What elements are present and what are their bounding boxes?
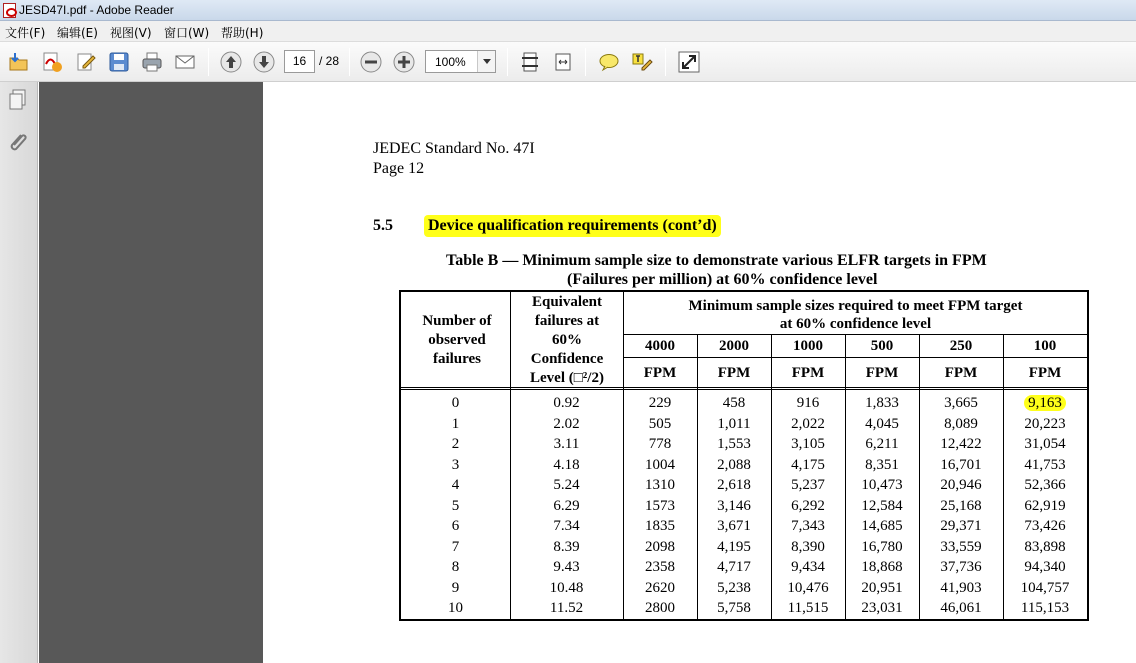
zoom-in-icon[interactable] [392,50,416,74]
sample-size-cell: 12,422 [940,436,982,452]
zoom-value: 100% [435,55,466,69]
sample-size-cell: 1,011 [717,415,751,432]
header-min-sample-sizes: Minimum sample sizes required to meet FPM target at 60% confidence level [688,298,1023,332]
sample-size-cell: 5,758 [717,600,751,616]
title-bar [0,0,1136,21]
sample-size-cell: 16,780 [861,538,903,555]
sample-size-cell: 3,105 [791,436,825,452]
equivalent-failures-cell: 4.18 [553,456,580,473]
table-subtitle: (Failures per million) at 60% confidence level [567,271,878,288]
sample-size-cell: 18,868 [861,559,903,575]
observed-failures-cell: 7 [451,538,460,555]
comment-icon[interactable] [597,50,621,74]
elfr-sample-size-table [399,290,1089,621]
fpm-target-value: 250 [949,338,973,354]
sample-size-cell: 115,153 [1020,600,1070,616]
equivalent-failures-cell: 6.29 [553,497,580,514]
equivalent-failures-cell: 5.24 [553,477,580,493]
observed-failures-cell: 4 [451,477,460,493]
sample-size-cell: 12,584 [861,497,903,514]
open-icon[interactable] [7,50,31,74]
equivalent-failures-cell: 7.34 [553,518,580,534]
equivalent-failures-cell: 9.43 [553,559,580,575]
sample-size-cell: 2098 [645,538,675,555]
sample-size-cell: 5,237 [791,477,825,493]
create-pdf-icon[interactable] [40,50,64,74]
sample-size-cell: 20,223 [1024,415,1066,432]
fpm-target-value: 100 [1033,338,1057,354]
observed-failures-cell: 9 [451,579,460,596]
header-observed-failures: Number of observed failures [422,313,492,367]
pdf-page[interactable] [263,82,1136,663]
pdf-file-icon [3,3,16,18]
highlight-text-icon[interactable] [630,50,654,74]
sample-size-cell: 2,088 [717,456,751,473]
sample-size-cell: 94,340 [1024,559,1066,575]
sample-size-cell: 4,045 [865,415,899,432]
sample-size-cell: 31,054 [1024,436,1066,452]
header-equivalent-failures: Equivalent failures at 60% Confidence Level (□²/2) [530,294,604,386]
table-header-bottom [401,389,1087,390]
fpm-target-value: 4000 [645,338,675,354]
highlighted-value: 9,163 [1024,395,1066,411]
page-thumbnails-icon[interactable] [7,88,29,112]
navigation-pane [0,82,38,663]
save-icon[interactable] [107,50,131,74]
fpm-unit-label: FPM [643,365,677,381]
sample-size-cell: 1835 [645,518,675,534]
chevron-down-icon[interactable] [477,51,495,72]
document-gutter [39,82,263,663]
sample-size-cell: 8,390 [791,538,825,555]
sample-size-cell: 1573 [645,497,675,514]
equivalent-failures-cell: 8.39 [553,538,580,555]
sample-size-cell: 778 [648,436,672,452]
equivalent-failures-cell: 10.48 [549,579,584,596]
sample-size-cell: 1004 [645,456,675,473]
equivalent-failures-cell: 2.02 [553,415,580,432]
menu-file[interactable]: 文件(F) [5,26,46,40]
sample-size-cell: 6,211 [865,436,899,452]
sample-size-cell: 458 [722,395,746,411]
edit-icon[interactable] [74,50,98,74]
window-title: JESD47I.pdf - Adobe Reader [19,3,174,17]
menu-bar [0,21,1136,42]
sample-size-cell: 20,951 [861,579,903,596]
menu-view[interactable]: 视图(V) [110,26,152,40]
sample-size-cell: 10,476 [787,579,829,596]
sample-size-cell: 3,146 [717,497,751,514]
sample-size-cell: 14,685 [861,518,903,534]
sample-size-cell: 33,559 [940,538,982,555]
zoom-out-icon[interactable] [359,50,383,74]
sample-size-cell: 1,553 [717,436,751,452]
fit-page-icon[interactable] [518,50,542,74]
observed-failures-cell: 0 [451,395,460,411]
observed-failures-cell: 3 [451,456,460,473]
expand-icon[interactable] [677,50,701,74]
sample-size-cell: 2358 [645,559,675,575]
sample-size-cell: 4,195 [717,538,751,555]
menu-edit[interactable]: 编辑(E) [57,26,98,40]
sample-size-cell: 916 [796,395,820,411]
equivalent-failures-cell: 0.92 [553,395,580,411]
sample-size-cell: 229 [648,395,672,411]
sample-size-cell: 8,351 [865,456,899,473]
section-title-highlighted: Device qualification requirements (cont’d) [424,215,721,237]
sample-size-cell: 7,343 [791,518,825,534]
sample-size-cell: 1,833 [865,395,899,411]
sample-size-cell: 29,371 [940,518,982,534]
fpm-target-value: 500 [870,338,894,354]
zoom-select[interactable] [425,50,496,73]
section-number: 5.5 [373,217,393,234]
attachments-icon[interactable] [7,131,29,155]
sample-size-cell: 16,701 [940,456,982,473]
fpm-unit-label: FPM [717,365,751,381]
table-header-divider [623,357,1087,358]
sample-size-cell: 52,366 [1024,477,1066,493]
equivalent-failures-cell: 11.52 [549,600,584,616]
sample-size-cell: 104,757 [1020,579,1070,596]
sample-size-cell: 10,473 [861,477,903,493]
observed-failures-cell: 6 [451,518,460,534]
toolbar [0,42,1136,82]
observed-failures-cell: 1 [451,415,460,432]
sample-size-cell: 83,898 [1024,538,1066,555]
sample-size-cell: 37,736 [940,559,982,575]
sample-size-cell: 41,903 [940,579,982,596]
fpm-unit-label: FPM [865,365,899,381]
menu-window[interactable]: 窗口(W) [164,26,210,40]
table-header-bottom [401,387,1087,388]
sample-size-cell: 41,753 [1024,456,1066,473]
sample-size-cell: 2800 [645,600,675,616]
sample-size-cell: 25,168 [940,497,982,514]
sample-size-cell: 2,618 [717,477,751,493]
email-icon[interactable] [173,50,197,74]
sample-size-cell: 8,089 [944,415,978,432]
sample-size-cell: 4,717 [717,559,751,575]
sample-size-cell: 3,665 [944,395,978,411]
page-number-input[interactable]: 16 [284,50,315,73]
sample-size-cell: 1310 [645,477,675,493]
table-header-divider [623,334,1087,335]
sample-size-cell: 2,022 [791,415,825,432]
sample-size-cell [1003,393,1087,413]
doc-standard-name: JEDEC Standard No. 47I [373,140,535,157]
sample-size-cell: 62,919 [1024,497,1066,514]
observed-failures-cell: 10 [448,600,463,616]
menu-help[interactable]: 帮助(H) [221,26,264,40]
fpm-unit-label: FPM [791,365,825,381]
fpm-target-value: 2000 [719,338,749,354]
equivalent-failures-cell: 3.11 [553,436,580,452]
sample-size-cell: 505 [648,415,672,432]
fpm-unit-label: FPM [1028,365,1062,381]
sample-size-cell: 2620 [645,579,675,596]
sample-size-cell: 11,515 [787,600,829,616]
observed-failures-cell: 8 [451,559,460,575]
next-page-icon[interactable] [252,50,276,74]
page-total: / 28 [319,54,340,68]
observed-failures-cell: 2 [451,436,460,452]
table-title: Table B — Minimum sample size to demonstrate various ELFR targets in FPM [446,252,987,269]
fpm-target-value: 1000 [793,338,823,354]
fpm-unit-label: FPM [944,365,978,381]
previous-page-icon[interactable] [219,50,243,74]
sample-size-cell: 46,061 [940,600,982,616]
doc-page-label: Page 12 [373,160,425,177]
sample-size-cell: 4,175 [791,456,825,473]
sample-size-cell: 20,946 [940,477,982,493]
sample-size-cell: 23,031 [861,600,903,616]
sample-size-cell: 6,292 [791,497,825,514]
print-icon[interactable] [140,50,164,74]
sample-size-cell: 73,426 [1024,518,1066,534]
sample-size-cell: 9,434 [791,559,825,575]
observed-failures-cell: 5 [451,497,460,514]
fit-width-icon[interactable] [551,50,575,74]
sample-size-cell: 5,238 [717,579,751,596]
sample-size-cell: 3,671 [717,518,751,534]
